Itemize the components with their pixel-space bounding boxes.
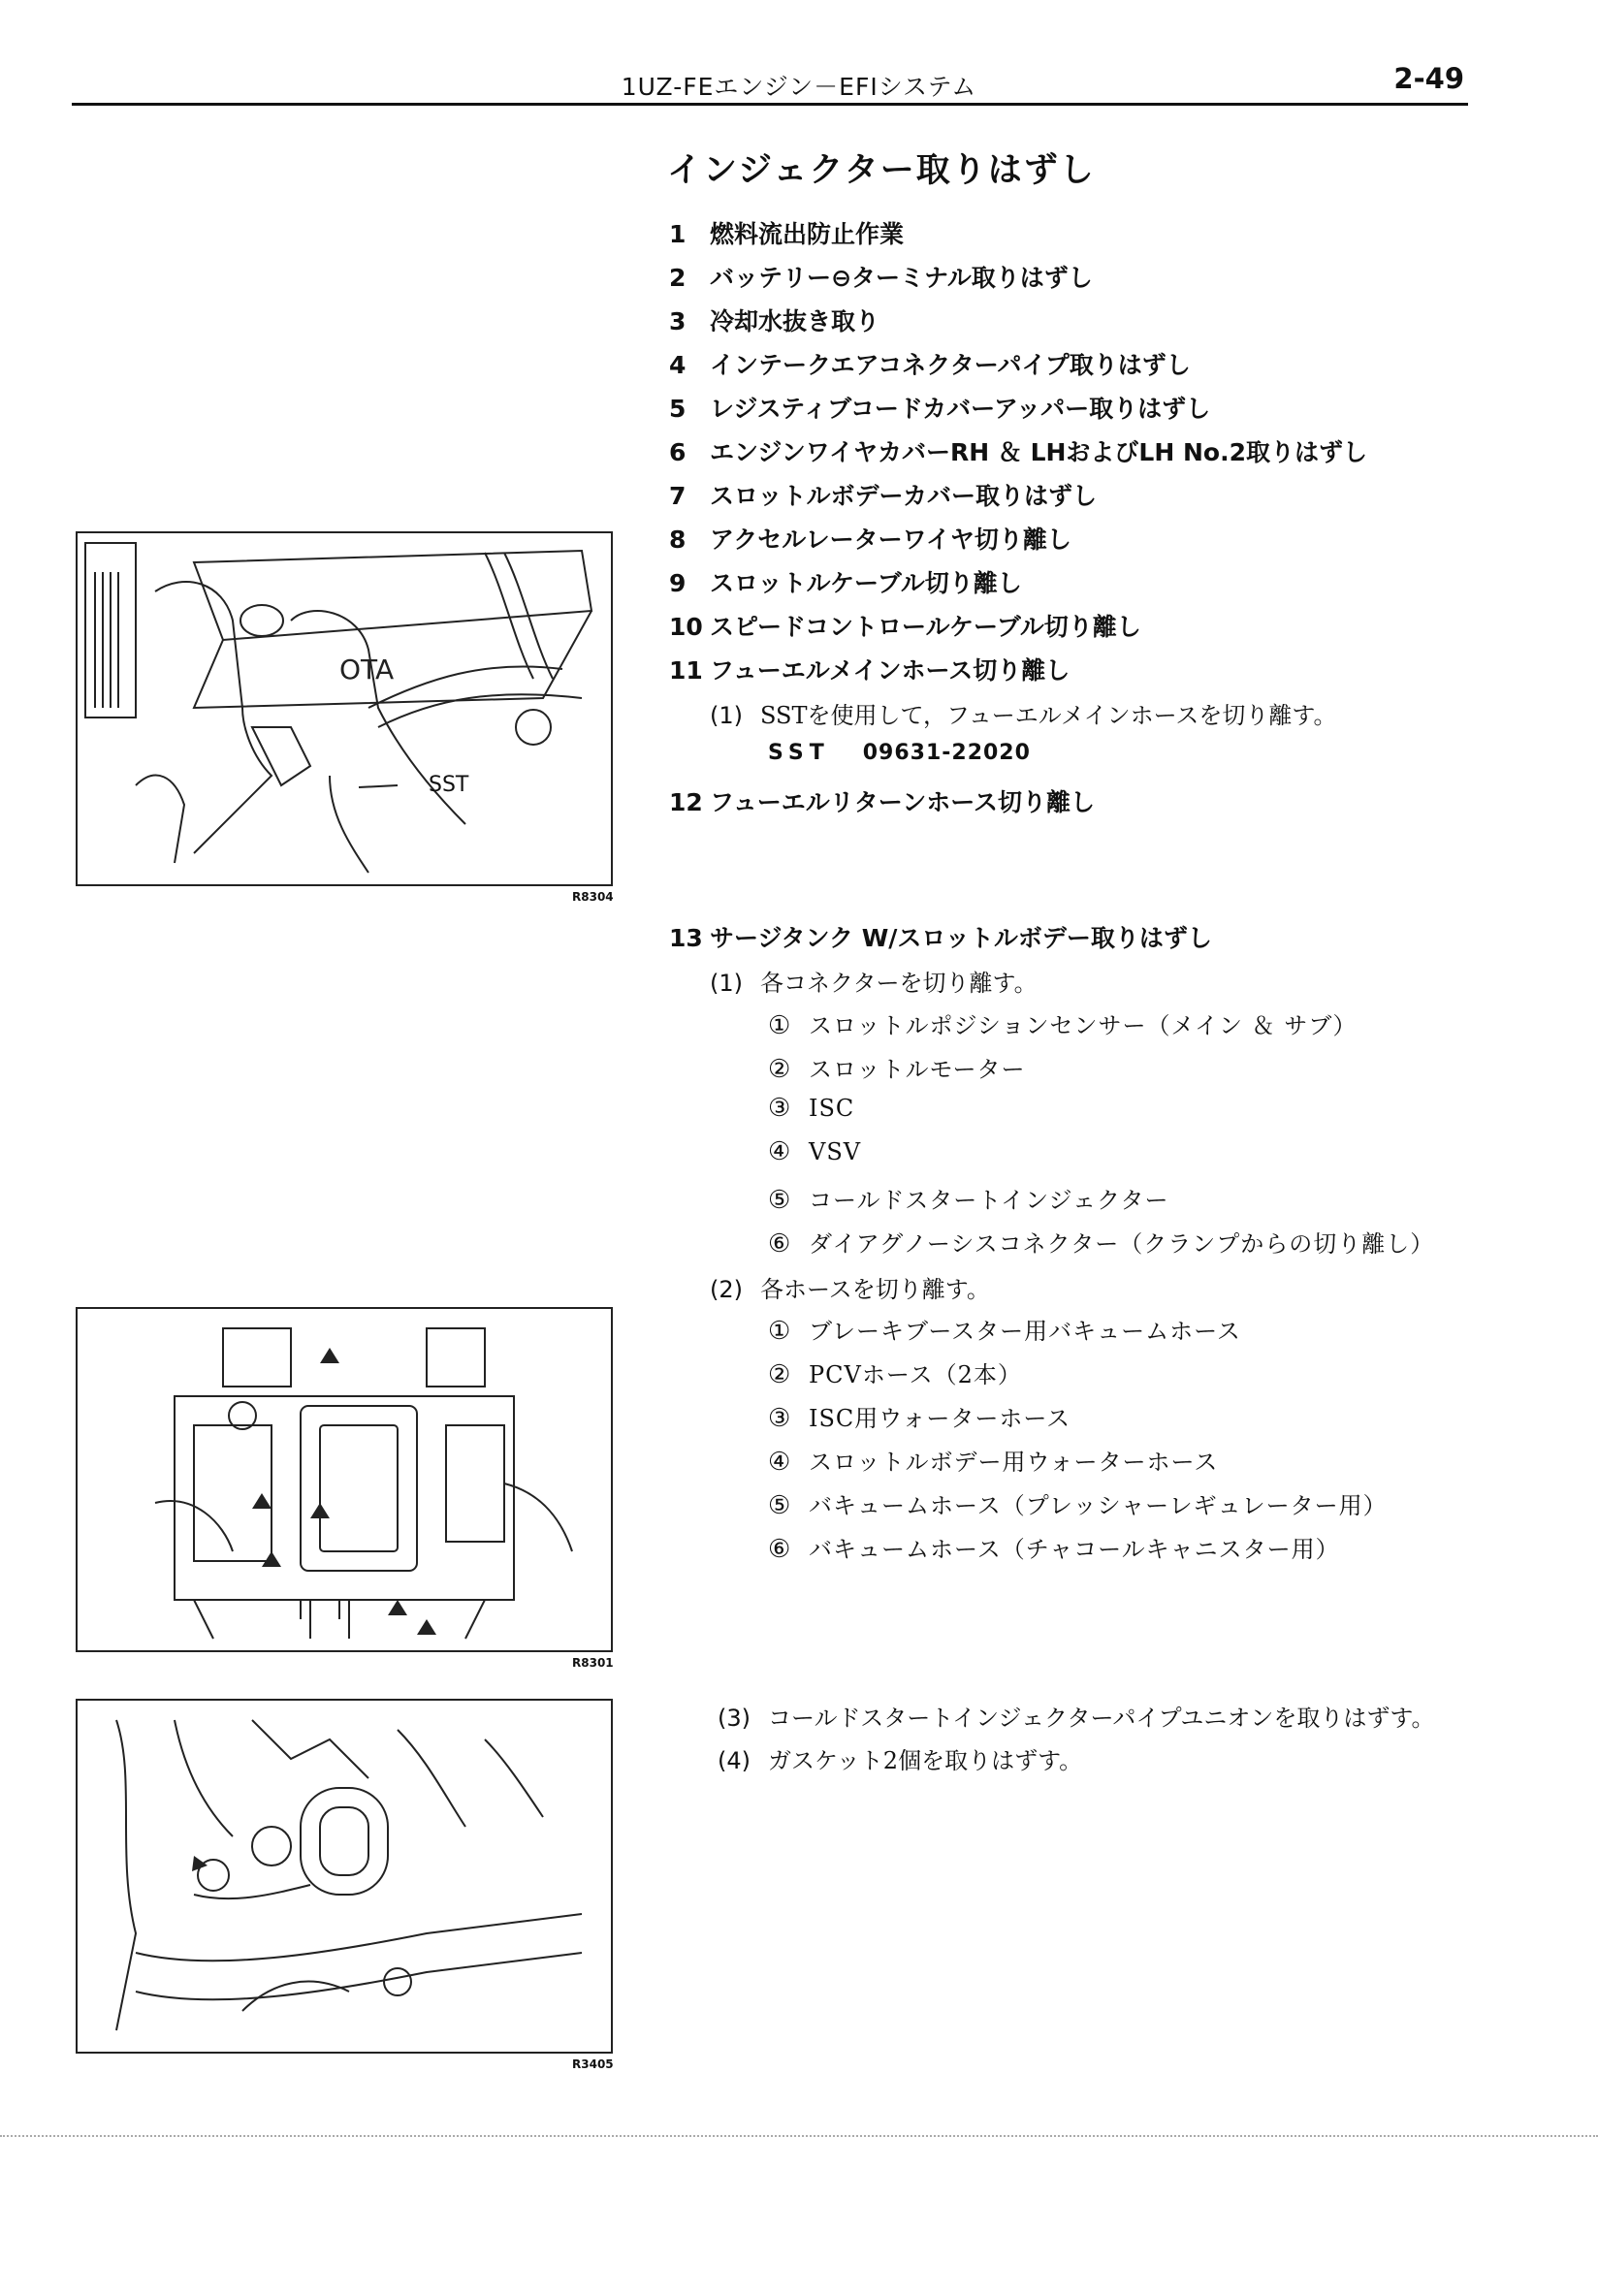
sub-number: (2) <box>710 1276 743 1303</box>
item-text: バキュームホース（プレッシャーレギュレーター用） <box>809 1492 1388 1519</box>
hose-item <box>768 1443 1218 1477</box>
item-text: ダイアグノーシスコネクター（クランプからの切り離し） <box>809 1230 1435 1258</box>
figure-code: R8301 <box>572 1656 614 1670</box>
figure-fuel-hose-sst <box>76 531 613 886</box>
engine-illustration <box>78 533 611 884</box>
step-4 <box>669 346 1191 381</box>
step-8 <box>669 521 1071 556</box>
step-12 <box>669 783 1095 818</box>
step-number: 3 <box>669 307 687 335</box>
sst-callout: SST <box>429 773 469 797</box>
hose-item <box>768 1486 1388 1520</box>
svg-text:OTA: OTA <box>339 654 395 686</box>
step-text: 燃料流出防止作業 <box>710 220 905 248</box>
sub-number: (4) <box>718 1747 751 1774</box>
item-text: ISC <box>809 1095 855 1122</box>
step-text: フューエルリターンホース切り離し <box>710 788 1096 816</box>
item-text: スロットルポジションセンサー（メイン ＆ サブ） <box>809 1012 1358 1039</box>
page-number: 2-49 <box>1393 62 1464 95</box>
step-13-sub-1 <box>710 964 1038 998</box>
step-1 <box>669 215 904 250</box>
item-text: スロットルボデー用ウォーターホース <box>809 1449 1219 1476</box>
section-heading: インジェクター取りはずし <box>667 151 1096 190</box>
step-number: 9 <box>669 569 687 597</box>
item-mark: ④ <box>768 1448 792 1477</box>
step-text: エンジンワイヤカバーRH ＆ LHおよびLH No.2取りはずし <box>710 438 1367 466</box>
step-3 <box>669 303 879 337</box>
step-6 <box>669 433 1367 468</box>
sub-text: 各ホースを切り離す。 <box>760 1276 990 1303</box>
step-number: 12 <box>669 788 703 816</box>
item-mark: ③ <box>768 1094 792 1123</box>
sst-line <box>768 741 1031 765</box>
item-text: ISC用ウォーターホース <box>809 1405 1071 1432</box>
injector-union-illustration <box>78 1701 611 2052</box>
connector-item <box>768 1225 1434 1259</box>
figure-cold-start-injector <box>76 1699 613 2054</box>
step-text: 冷却水抜き取り <box>710 307 880 335</box>
connector-item <box>768 1137 861 1166</box>
figure-code: R3405 <box>572 2057 614 2071</box>
step-13-sub-3 <box>718 1699 1434 1733</box>
step-number: 5 <box>669 395 687 423</box>
sub-text: ガスケット2個を取りはずす。 <box>768 1747 1083 1774</box>
item-text: VSV <box>809 1138 862 1165</box>
step-text: レジスティブコードカバーアッパー取りはずし <box>710 395 1211 423</box>
connector-item <box>768 1006 1357 1040</box>
surge-tank-illustration <box>78 1309 611 1650</box>
step-number: 8 <box>669 526 687 554</box>
step-number: 13 <box>669 924 703 952</box>
item-mark: ② <box>768 1055 792 1084</box>
step-text: スロットルボデーカバー取りはずし <box>710 482 1098 510</box>
item-mark: ③ <box>768 1404 792 1433</box>
hose-item <box>768 1530 1340 1564</box>
connector-item <box>768 1094 854 1123</box>
step-number: 4 <box>669 351 687 379</box>
item-text: PCVホース（2本） <box>809 1361 1022 1388</box>
connector-item <box>768 1050 1026 1084</box>
header-rule <box>72 103 1468 106</box>
connector-item <box>768 1181 1169 1215</box>
sst-code: 09631-22020 <box>862 741 1031 765</box>
sub-number: (1) <box>710 702 743 729</box>
item-mark: ⑥ <box>768 1535 792 1564</box>
step-2 <box>669 259 1093 294</box>
step-5 <box>669 390 1210 425</box>
step-7 <box>669 477 1097 512</box>
item-text: ブレーキブースター用バキュームホース <box>809 1318 1241 1345</box>
figure-surge-tank <box>76 1307 613 1652</box>
item-mark: ⑤ <box>768 1186 792 1215</box>
step-11-sub-1 <box>710 696 1336 730</box>
sub-text: コールドスタートインジェクターパイプユニオンを取りはずす。 <box>768 1705 1435 1732</box>
item-mark: ② <box>768 1360 792 1389</box>
item-text: スロットルモーター <box>809 1056 1026 1083</box>
sub-text: 各コネクターを切り離す。 <box>760 970 1038 997</box>
step-text: フューエルメインホース切り離し <box>710 656 1071 685</box>
hose-item <box>768 1399 1071 1433</box>
step-text: アクセルレーターワイヤ切り離し <box>710 526 1071 554</box>
step-text: スピードコントロールケーブル切り離し <box>710 613 1141 641</box>
sub-number: (3) <box>718 1705 751 1732</box>
hose-item <box>768 1312 1241 1346</box>
sst-label: SST <box>768 741 830 765</box>
step-13-sub-2 <box>710 1270 990 1304</box>
running-header: 1UZ-FEエンジン－EFIシステム <box>621 73 977 101</box>
step-11 <box>669 652 1070 686</box>
item-mark: ⑥ <box>768 1229 792 1259</box>
figure-code: R8304 <box>572 890 614 904</box>
hose-item <box>768 1355 1022 1389</box>
item-mark: ⑤ <box>768 1491 792 1520</box>
step-number: 6 <box>669 438 687 466</box>
step-number: 7 <box>669 482 687 510</box>
step-text: サージタンク W/スロットルボデー取りはずし <box>710 924 1212 952</box>
item-text: バキュームホース（チャコールキャニスター用） <box>809 1536 1340 1563</box>
item-mark: ① <box>768 1317 792 1346</box>
page-bottom-dotted-rule <box>0 2135 1598 2137</box>
step-text: スロットルケーブル切り離し <box>710 569 1022 597</box>
sub-text: SSTを使用して，フューエルメインホースを切り離す。 <box>760 702 1337 729</box>
step-text: インテークエアコネクターパイプ取りはずし <box>710 351 1191 379</box>
step-text: バッテリー⊖ターミナル取りはずし <box>710 264 1093 292</box>
sub-number: (1) <box>710 970 743 997</box>
item-mark: ④ <box>768 1137 792 1166</box>
step-10 <box>669 608 1141 643</box>
item-mark: ① <box>768 1011 792 1040</box>
step-13 <box>669 919 1212 954</box>
step-number: 11 <box>669 656 703 685</box>
step-9 <box>669 564 1022 599</box>
step-13-sub-4 <box>718 1741 1082 1775</box>
step-number: 10 <box>669 613 703 641</box>
item-text: コールドスタートインジェクター <box>809 1187 1169 1214</box>
step-number: 1 <box>669 220 687 248</box>
step-number: 2 <box>669 264 687 292</box>
